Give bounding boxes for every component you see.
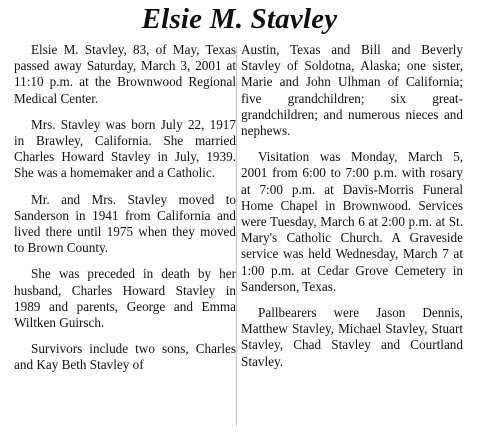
left-column <box>14 42 236 384</box>
paragraph-death-notice: Elsie M. Stavley, 83, of May, Texas passed away Saturday, March 3, 2001 at 11:10 p.m. at the Brownwood Regional Medical Center. <box>14 42 236 106</box>
paragraph-preceded-in-death: She was preceded in death by her husband, Charles Howard Stavley in 1989 and parents, George and Emma Wiltken Guirsch. <box>14 266 236 331</box>
paragraph-residence: Mr. and Mrs. Stavley moved to Sanderson in 1941 from California and lived there until 1975 when they moved to Brown County. <box>14 191 236 256</box>
right-column <box>241 42 463 380</box>
paragraph-pallbearers: Pallbearers were Jason Dennis, Matthew Stavley, Michael Stavley, Stuart Stavley, Chad Stavley and Courtland Stavley. <box>241 305 463 369</box>
obituary-headline: Elsie M. Stavley <box>141 3 338 35</box>
paragraph-survivors-start: Survivors include two sons, Charles and Kay Beth Stavley of <box>14 341 236 373</box>
column-divider <box>236 46 237 426</box>
paragraph-birth-marriage: Mrs. Stavley was born July 22, 1917 in Brawley, California. She married Charles Howard Stavley in July, 1939. She was a homemaker and a Catholic. <box>14 116 236 181</box>
paragraph-survivors-continued: Austin, Texas and Bill and Beverly Stavley of Soldotna, Alaska; one sister, Marie and John Ulhman of California; five grandchildren; six great-grandchildren; and numerous nieces and nephews. <box>241 42 463 139</box>
paragraph-services: Visitation was Monday, March 5, 2001 from 6:00 to 7:00 p.m. with rosary at 7:00 p.m. at Davis-Morris Funeral Home Chapel in Brownwood. Services were Tuesday, March 6 at 2:00 p.m. at St. Mary's Catholic Church. A Graveside service was held Wednesday, March 7 at 1:00 p.m. at Cedar Grove Cemetery in Sanderson, Texas. <box>241 149 463 294</box>
